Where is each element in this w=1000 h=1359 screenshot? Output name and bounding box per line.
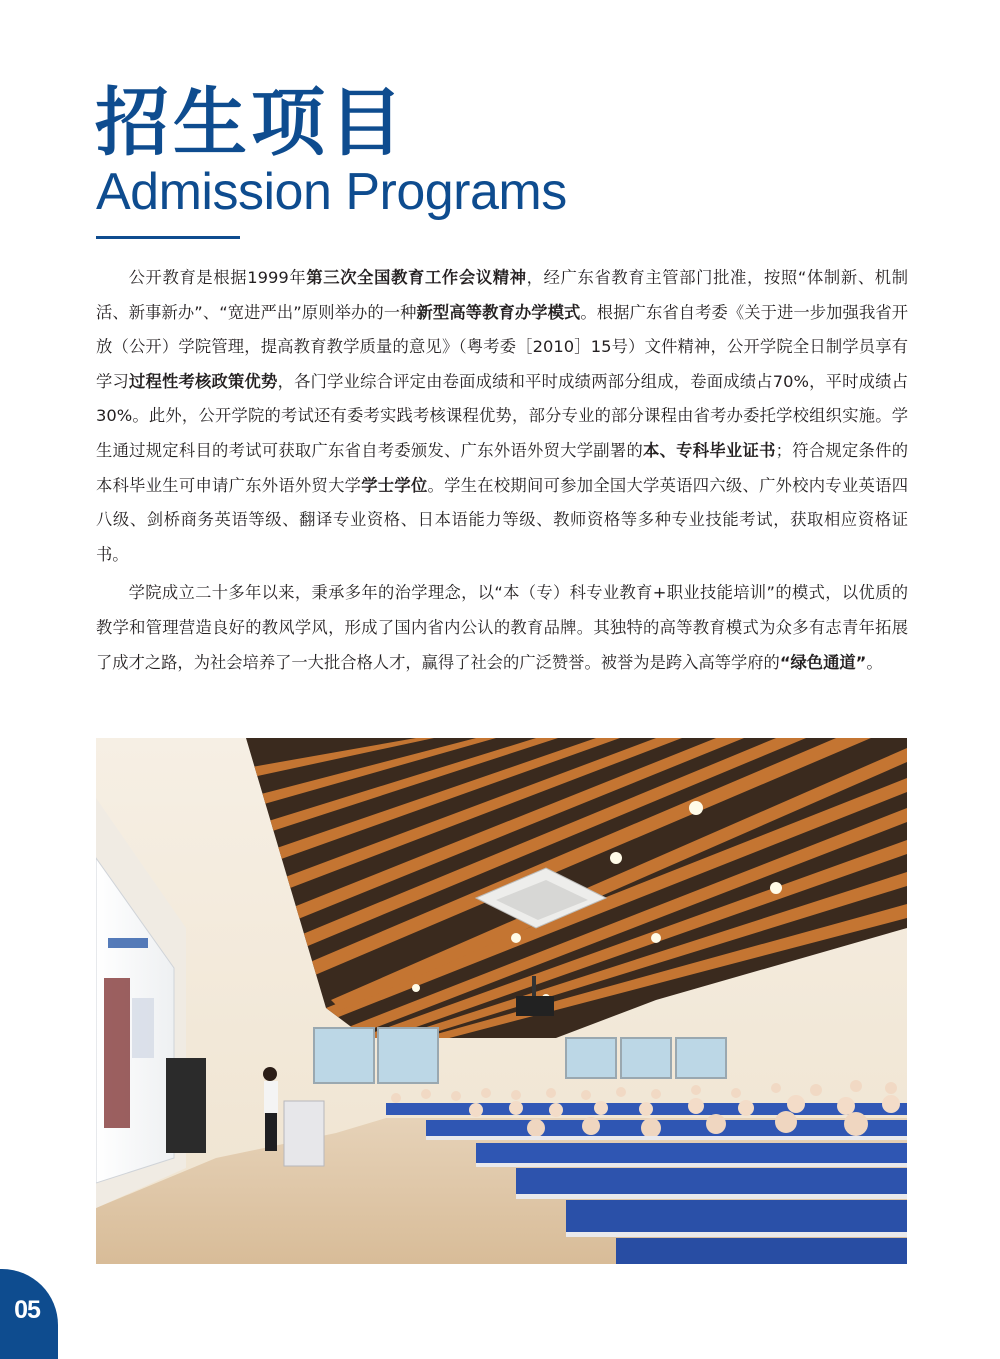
body-text-run: ，各门学业综合评定由卷面成绩和平时成绩两部分组成，卷面成绩占70%，平时成绩占30%。此外，公开学院的考试还有委考实践考核课程优势，部分专业的部分课程由省考办委托学校组织实施。学生通过规定科目的考试可获取广东省自考委颁发、广东外语外贸大学副署的 [96, 371, 908, 460]
body-text-run: ；符合规定条件的本科毕业生可申请广东外语外贸大学 [96, 440, 908, 495]
paragraph [96, 576, 908, 680]
body-text-run: 。学生在校期间可参加全国大学英语四六级、广外校内专业英语四八级、剑桥商务英语等级、翻译专业资格、日本语能力等级、教师资格等多种专业技能考试，获取相应资格证书。 [96, 475, 908, 564]
emphasis-text: 第三次全国教育工作会议精神 [306, 268, 527, 287]
emphasis-text: 本、专科毕业证书 [643, 440, 776, 460]
door [166, 1058, 206, 1153]
page-number: 05 [14, 1296, 40, 1324]
emphasis-text: 学士学位 [361, 475, 428, 495]
podium [284, 1101, 324, 1166]
body-text [96, 261, 908, 684]
emphasis-text: 过程性考核政策优势 [129, 371, 278, 391]
body-text-run: 学院成立二十多年以来，秉承多年的治学理念，以“本（专）科专业教育+职业技能培训”的模式，以优质的教学和管理营造良好的教风学风，形成了国内省内公认的教育品牌。其独特的高等教育模式为众多有志青年拓展了成才之路，为社会培养了一大批合格人才，赢得了社会的广泛赞誉。被誉为是跨入高等学府的 [96, 583, 908, 672]
body-text-run: ，经广东省教育主管部门批准，按照“体制新、机制活、新事新办”、“宽进严出”原则举办的一种 [96, 268, 909, 322]
emphasis-text: 新型高等教育办学模式 [416, 302, 581, 322]
presenter [263, 1067, 277, 1081]
paragraph [96, 261, 908, 572]
lecture-hall-photo [96, 738, 907, 1264]
slide-image [104, 978, 130, 1128]
lecture-hall-illustration [96, 738, 907, 1264]
body-text-run: 。根据广东省自考委《关于进一步加强我省开放（公开）学院管理，提高教育教学质量的意见》（粤考委［2010］15号）文件精神，公开学院全日制学员享有学习 [96, 302, 908, 391]
body-text-run: 。 [866, 652, 883, 672]
body-text-run: 公开教育是根据1999年 [128, 268, 307, 287]
page-title-chinese: 招生项目 [95, 80, 407, 166]
emphasis-text: “绿色通道” [779, 652, 867, 672]
projector [516, 996, 554, 1016]
page-title-english: Admission Programs [96, 163, 567, 221]
title-underline [96, 236, 240, 239]
